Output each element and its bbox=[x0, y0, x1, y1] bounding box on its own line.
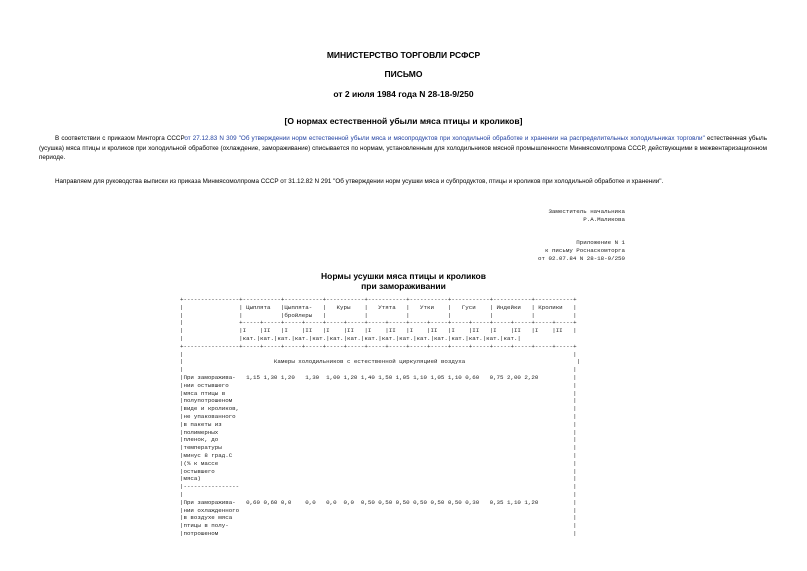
paragraph-directive: Направляем для руководства выписки из приказа Минмясомолпрома СССР от 31.12.82 N 291 "Об утверждении норм усушки мяса и субпродуктов, птицы и кроликов при холодильной обработке и хранении". bbox=[55, 178, 664, 185]
ministry-title: МИНИСТЕРСТВО ТОРГОВЛИ РСФСР bbox=[326, 50, 481, 60]
appendix-date: от 02.07.84 N 28-18-9/250 bbox=[538, 254, 625, 262]
signature-block bbox=[380, 208, 625, 224]
document-type: ПИСЬМО bbox=[384, 69, 423, 79]
shrinkage-norms-table: +----------------+-----------+-----------+-----------+-----------+-----------+-----------+-----------+-----------+ | | Цыплята |Цыплята- | Куры | Утята | Утки | Гуси | Индейки | Кролики | | | |бройлеры | | | | | | | | +-----+-----+-----+-----+-----+-----+-----+-----+-----+-----+-----+-----+-----+-----+-----+-----+ | |I |II |I |II |I |II |I |II |I |II |I |II |I |II |I |II | | |кат.|кат.|кат.|кат.|кат.|кат.|кат.|кат.|кат.|кат.|кат.|кат.|кат.|кат.|кат.|кат.| +----------------+-----+-----+-----+-----+-----+-----+-----+-----+-----+-----+-----+-----+-----+-----+-----+-----+ | | | Камеры холодильников с естественной циркуляцией воздуха | | | |При заморажива- 1,15 1,30 1,20 1,30 1,00 1,20 1,40 1,50 1,05 1,10 1,05 1,10 0,60 0,75 2,00 2,20 | |нии остывшего | |мяса птицы в | |полупотрошеном | |виде и кроликов, | |не упакованного | |в пакеты из | |полимерных | |пленок, до | |температуры | |минус 8 град.С | |(% к массе | |остывшего | |мяса) | |---------------- | | | |При заморажива- 0,60 0,60 0,0 0,0 0,0 0,0 0,50 0,50 0,50 0,50 0,50 0,50 0,30 0,35 1,10 1,20 | |нии охлажденного | |в воздухе мяса | |птицы в полу- | |потрошеном | bbox=[180, 296, 581, 537]
signature-position: Заместитель начальника bbox=[548, 208, 625, 215]
appendix-reference: к письму Роснаскомторга bbox=[544, 246, 625, 254]
document-date: от 2 июля 1984 года N 28-18-9/250 bbox=[333, 89, 474, 99]
paragraph-intro-start: В соответствии с приказом Минторга СССР bbox=[55, 135, 185, 142]
appendix-block bbox=[380, 239, 625, 262]
document-subject: [О нормах естественной убыли мяса птицы и кроликов] bbox=[284, 116, 523, 126]
table-title bbox=[0, 271, 807, 291]
order-link[interactable]: от 27.12.83 N 309 "Об утверждении норм естественной убыли мяса и мясопродуктов при холодильной обработке и хранении на распределительных холодильниках торговли" bbox=[184, 135, 705, 142]
table-title-line2: при замораживании bbox=[361, 281, 446, 291]
signature-name: Р.А.Маликова bbox=[583, 215, 625, 223]
paragraph-intro bbox=[39, 134, 767, 163]
paragraph-intro-end: естественная убыль (усушка) мяса птицы и кроликов при холодильной обработке (охлаждение, замораживание) списывается по нормам, установленным для холодильников мясной промышленности Минмясомолпрома СССР, действующими в межвентаризационном периоде. bbox=[39, 135, 767, 161]
appendix-title: Приложение N 1 bbox=[576, 239, 625, 246]
table-title-line1: Нормы усушки мяса птицы и кроликов bbox=[321, 271, 486, 281]
